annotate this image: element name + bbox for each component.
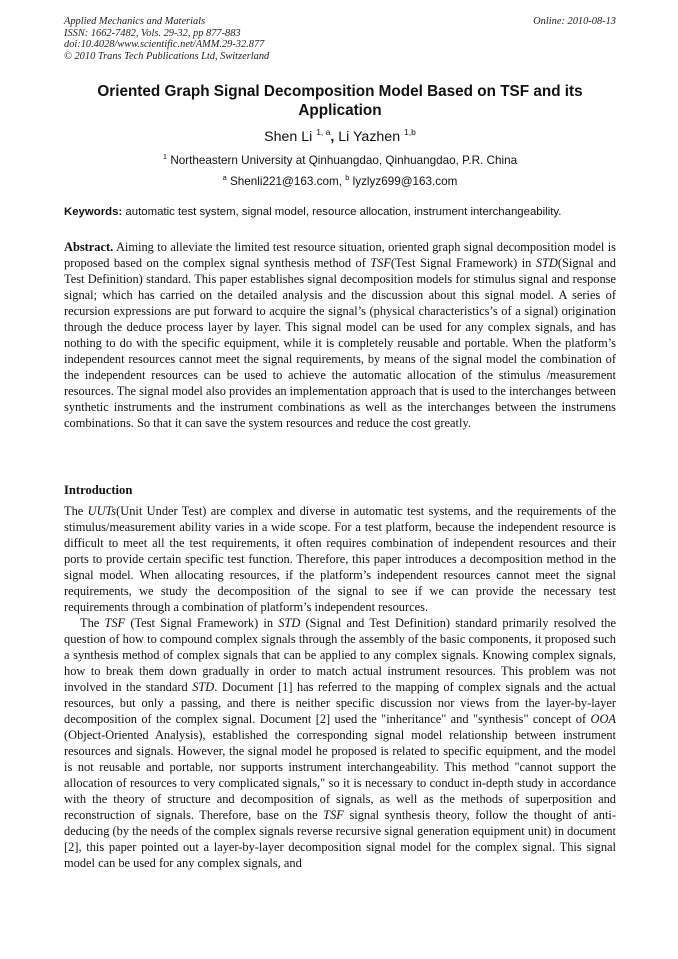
term-tsf: TSF <box>323 808 344 822</box>
author-line <box>64 123 616 146</box>
paragraph-text: (Object-Oriented Analysis), established the corresponding signal model relationship between instrument resources and signals. However, the signal model he proposed is related to specific equipment, and the model is not reusable and portable, nor supports instrument interchangeability. This method "cannot support the allocation of resources to very complicated signals," so it is necessary to conduct in-depth study in accordance with the theory of structure and decomposition of signals, as well as the methods of superposition and reconstruction of signals. Therefore, base on the <box>64 728 616 822</box>
paragraph-text: (Unit Under Test) are complex and diverse in automatic test systems, and the requirements of the stimulus/measurement ability varies in a wide scope. For a test platform, because the independent resource is difficult to meet all the test requirements, it often requires combination of independent resources and their ports to provide certain specific test function. Therefore, this paper introduces a decomposition method in the signal model. When allocating resources, if the platform’s independent resources cannot meet the signal requirements, we study the decomposition of the signal to see if we can provide the necessary test requirements through a combination of platform’s independent resources. <box>64 504 616 614</box>
author-name: Shen Li <box>264 129 313 145</box>
author-name: Li Yazhen <box>338 129 401 145</box>
author-emails <box>64 171 616 189</box>
affiliation <box>64 150 616 168</box>
keywords-text: automatic test system, signal model, resource allocation, instrument interchangeability. <box>125 206 562 218</box>
keywords <box>64 205 624 220</box>
copyright-line: © 2010 Trans Tech Publications Ltd, Switzerland <box>64 50 270 62</box>
term-std: STD <box>192 680 215 694</box>
author-affil-marker: 1,b <box>404 127 416 137</box>
intro-paragraph-1 <box>64 503 616 615</box>
paragraph-text: signal synthesis theory, follow the thought of anti-deducing (by the needs of the complex signals reverse recursive signal generation equipment unit) in document [2], this paper pointed out a layer-by-layer decomposition signal model for the complex signal. This signal model can be used for any complex signals, and <box>64 808 616 870</box>
intro-paragraph-2 <box>64 615 616 871</box>
term-tsf: TSF <box>370 256 391 270</box>
introduction-body <box>64 503 616 871</box>
abstract-text: (Signal and Test Definition) standard. This paper establishes signal decomposition models for stimulus signal and response signal; which has carried on the detailed analysis and the discussion about this signal model. A series of recursion expressions are put forward to acquire the signal’s (physical characteristics’s of a signal) origination through the deduce process layer by layer. This signal model can be used for any complex signals, and has nothing to do with the specific equipment, while it is completely reusable and portable. When the platform’s independent resources cannot meet the signal requirements, by means of the signal model the combination of the independent resources can be used to achieve the automatic allocation of the stimulus /measurement resources. The signal model also provides an implementation approach that is used to the interchanges between synthetic instruments and the instrument combinations as well as the interchanges between the instrumens combinations. So that it can save the system resources and reduce the cost greatly. <box>64 256 616 430</box>
email-marker: a <box>222 173 227 182</box>
paragraph-text: (Signal and Test Definition) standard primarily resolved the question of how to compound complex signals through the assembly of the basic components, it proposed such a synthesis method of complex signals that can be applied to any complex signals. Knowing complex signals, how to break them down gradually in order to match actual instrument resources. This problem was not involved in the standard <box>64 616 617 694</box>
paper-title: Oriented Graph Signal Decomposition Model Based on TSF and its Application <box>97 83 583 119</box>
email-address: Shenli221@163.com, <box>230 175 342 188</box>
abstract <box>64 239 616 431</box>
paragraph-text: (Test Signal Framework) in <box>130 616 274 630</box>
paragraph-text: The <box>64 504 84 518</box>
term-ooa: OOA <box>590 712 616 726</box>
keywords-label: Keywords: <box>64 206 123 218</box>
term-std: STD <box>535 256 558 270</box>
issn-line: ISSN: 1662-7482, Vols. 29-32, pp 877-883 <box>64 27 241 39</box>
term-tsf: TSF <box>104 616 126 630</box>
email-address: lyzlyz699@163.com <box>352 175 458 188</box>
paragraph-text: The <box>80 616 100 630</box>
abstract-label: Abstract. <box>64 240 114 254</box>
author-separator: , <box>330 129 335 145</box>
email-marker: b <box>345 173 350 182</box>
term-std: STD <box>278 616 301 630</box>
author-affil-marker: 1, a <box>316 127 331 137</box>
affiliation-text: Northeastern University at Qinhuangdao, Qinhuangdao, P.R. China <box>170 154 518 167</box>
online-date: Online: 2010-08-13 <box>533 16 616 27</box>
abstract-text: (Test Signal Framework) in <box>390 256 532 270</box>
journal-name: Applied Mechanics and Materials <box>64 16 206 27</box>
term-uuts: UUTs <box>87 504 117 518</box>
section-heading-introduction: Introduction <box>64 483 133 497</box>
abstract-text: Aiming to alleviate the limited test resource situation, oriented graph signal decomposition model is proposed based on the complex signal synthesis method of <box>64 240 616 270</box>
affiliation-marker: 1 <box>162 152 168 161</box>
paragraph-text: . Document [1] has referred to the mapping of complex signals and the actual resources, but only a passing, and there is neither specific discussion nor views from the layer-by-layer decomposition of the complex signal. Document [2] used the "inheritance" and "synthesis" concept of <box>64 680 617 726</box>
doi-line: doi:10.4028/www.scientific.net/AMM.29-32.877 <box>64 39 265 51</box>
journal-header <box>64 16 616 62</box>
